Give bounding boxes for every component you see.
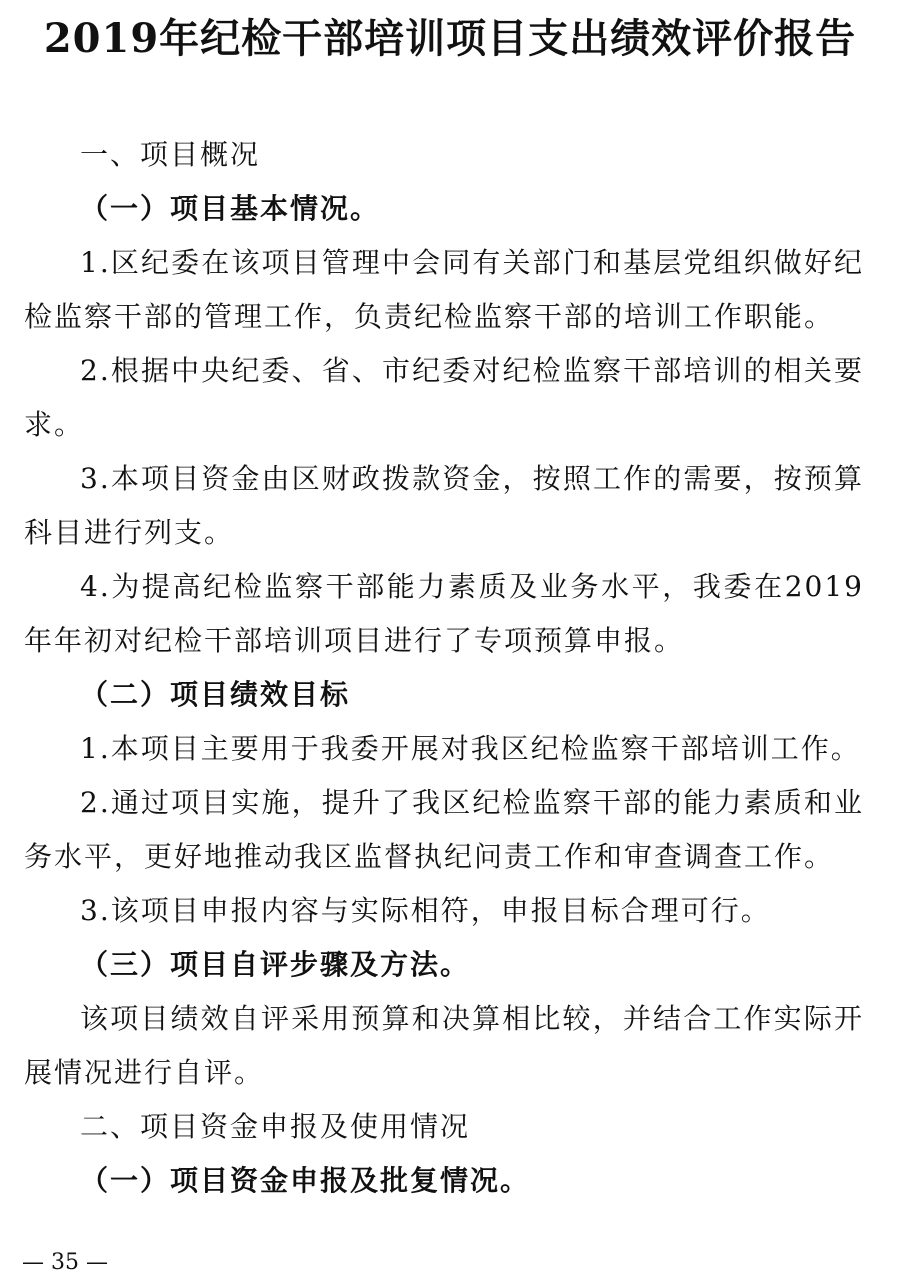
paragraph: 1.区纪委在该项目管理中会同有关部门和基层党组织做好纪检监察干部的管理工作，负责纪检监察干部的培训工作职能。: [24, 246, 864, 333]
page-number: — 35 —: [22, 1250, 108, 1275]
paragraph: 1.本项目主要用于我委开展对我区纪检监察干部培训工作。: [80, 732, 861, 765]
document-title: 2019年纪检干部培训项目支出绩效评价报告: [43, 15, 857, 62]
paragraph: 2.通过项目实施，提升了我区纪检监察干部的能力素质和业务水平，更好地推动我区监督执纪问责工作和审查调查工作。: [24, 786, 864, 873]
subsection-heading-performance-goals: （二）项目绩效目标: [80, 678, 351, 711]
paragraph: 3.本项目资金由区财政拨款资金，按照工作的需要，按预算科目进行列支。: [24, 462, 864, 549]
subsection-heading-funding-approval: （一）项目资金申报及批复情况。: [80, 1164, 531, 1197]
subsection-heading-basic-info: （一）项目基本情况。: [80, 192, 381, 225]
paragraph: 2.根据中央纪委、省、市纪委对纪检监察干部培训的相关要求。: [24, 354, 864, 441]
section-heading-overview: 一、项目概况: [80, 138, 261, 171]
paragraph: 该项目绩效自评采用预算和决算相比较，并结合工作实际开展情况进行自评。: [24, 1002, 864, 1089]
section-heading-funding: 二、项目资金申报及使用情况: [80, 1110, 471, 1143]
document-body: [24, 128, 864, 1208]
paragraph: 3.该项目申报内容与实际相符，申报目标合理可行。: [80, 894, 771, 927]
subsection-heading-self-evaluation: （三）项目自评步骤及方法。: [80, 948, 471, 981]
paragraph: 4.为提高纪检监察干部能力素质及业务水平，我委在2019年年初对纪检干部培训项目进行了专项预算申报。: [24, 570, 864, 657]
